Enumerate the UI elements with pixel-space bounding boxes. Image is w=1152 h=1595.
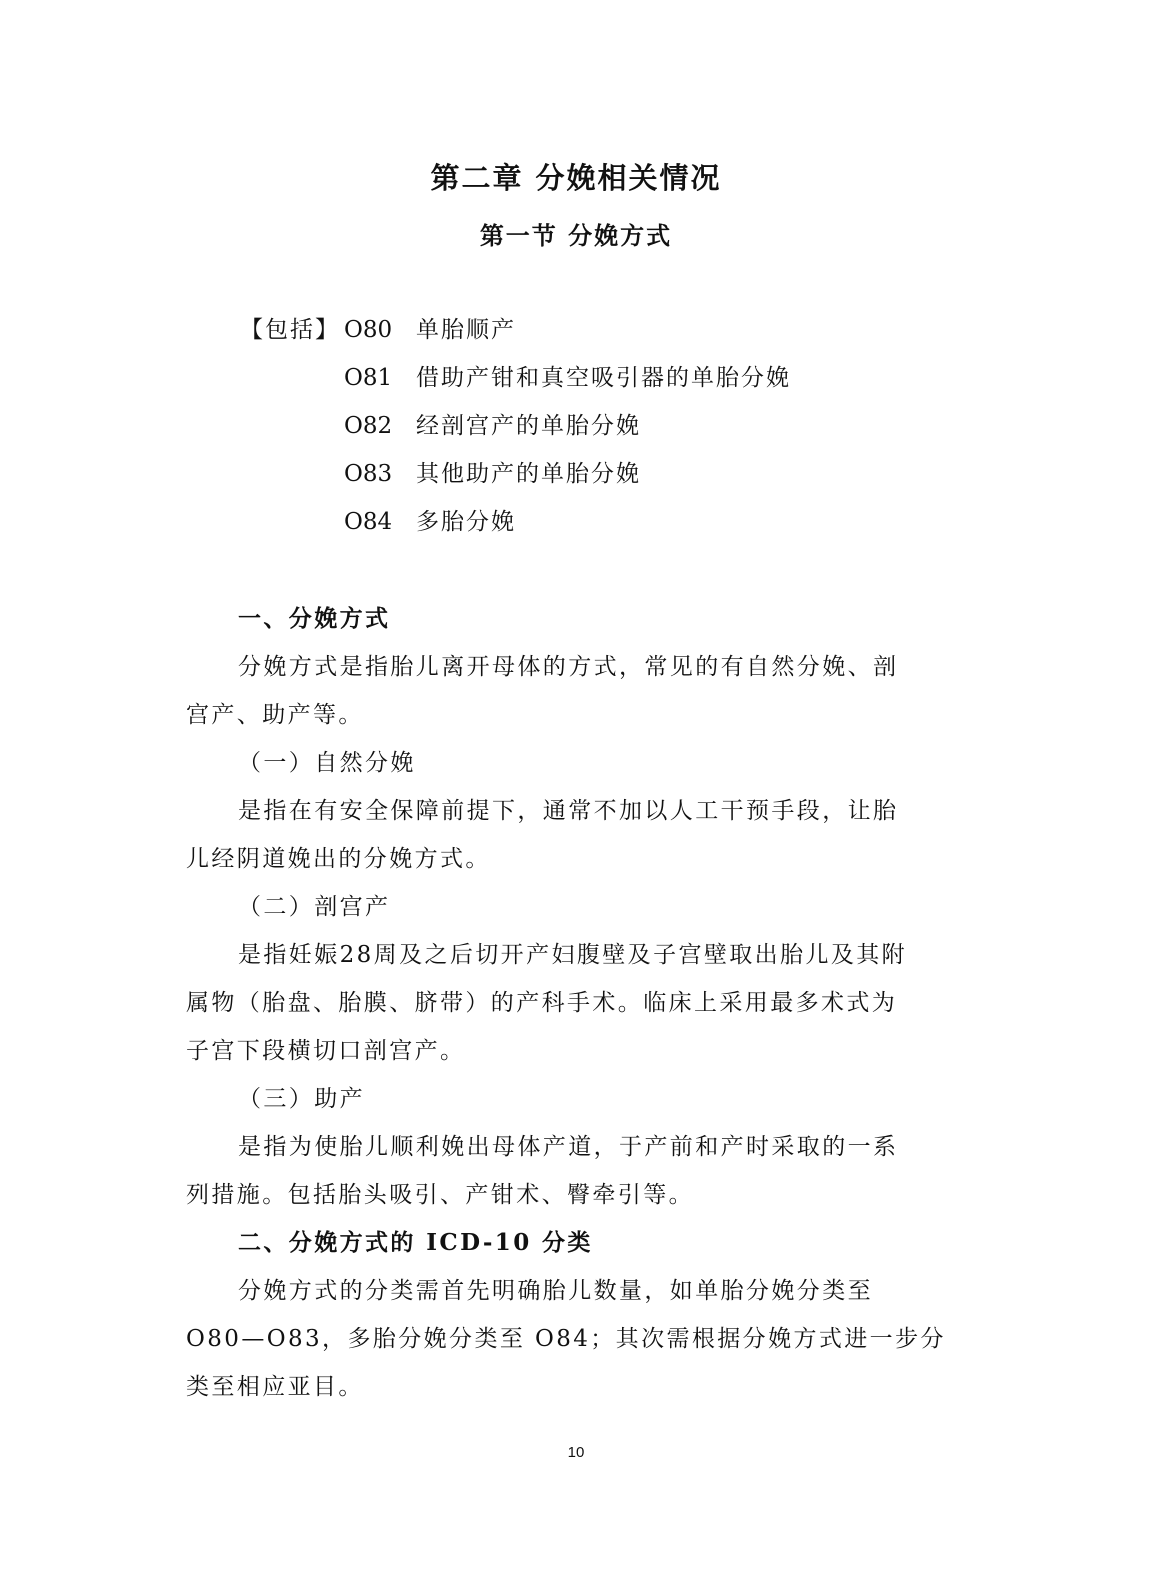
includes-prefix: 【包括】 — [240, 317, 340, 343]
body-text — [186, 597, 946, 1413]
paragraph-line: 分娩方式的分类需首先明确胎儿数量，如单胎分娩分类至 — [238, 1278, 873, 1304]
include-code: O81 — [344, 365, 393, 391]
include-desc: 经剖宫产的单胎分娩 — [416, 413, 641, 439]
subheading-assisted-delivery: （三）助产 — [238, 1086, 365, 1112]
include-desc: 多胎分娩 — [416, 509, 516, 535]
include-item — [240, 406, 940, 454]
subheading-cesarean: （二）剖宫产 — [238, 894, 391, 920]
paragraph-line: 类至相应亚目。 — [186, 1374, 364, 1400]
include-code: O82 — [344, 413, 393, 439]
paragraph-line: 列措施。包括胎头吸引、产钳术、臀牵引等。 — [186, 1182, 694, 1208]
paragraph-line: 属物（胎盘、胎膜、脐带）的产科手术。临床上采用最多术式为 — [186, 990, 898, 1016]
paragraph-line: 是指妊娠28周及之后切开产妇腹壁及子宫壁取出胎儿及其附 — [238, 942, 908, 968]
include-item — [240, 310, 940, 358]
include-code: O84 — [344, 509, 393, 535]
heading-delivery-methods: 一、分娩方式 — [238, 605, 391, 632]
includes-list — [240, 310, 940, 550]
include-item — [240, 454, 940, 502]
section-title: 第一节 分娩方式 — [479, 221, 673, 250]
paragraph-line: 是指在有安全保障前提下，通常不加以人工干预手段，让胎 — [238, 798, 899, 824]
include-item — [240, 358, 940, 406]
include-desc: 其他助产的单胎分娩 — [416, 461, 641, 487]
include-desc: 单胎顺产 — [416, 317, 516, 343]
paragraph-line: 宫产、助产等。 — [186, 702, 364, 728]
paragraph-line: 子宫下段横切口剖宫产。 — [186, 1038, 466, 1064]
paragraph-line: O80—O83，多胎分娩分类至 O84；其次需根据分娩方式进一步分 — [186, 1326, 946, 1352]
include-item — [240, 502, 940, 550]
paragraph-line: 分娩方式是指胎儿离开母体的方式，常见的有自然分娩、剖 — [238, 654, 899, 680]
paragraph-line: 是指为使胎儿顺利娩出母体产道，于产前和产时采取的一系 — [238, 1134, 899, 1160]
include-code: O80 — [344, 317, 393, 343]
heading-icd10-classification: 二、分娩方式的 ICD-10 分类 — [238, 1229, 593, 1256]
chapter-title: 第二章 分娩相关情况 — [430, 161, 722, 195]
include-desc: 借助产钳和真空吸引器的单胎分娩 — [416, 365, 791, 391]
page-number: 10 — [567, 1444, 585, 1461]
include-code: O83 — [344, 461, 393, 487]
subheading-natural-delivery: （一）自然分娩 — [238, 750, 416, 776]
paragraph-line: 儿经阴道娩出的分娩方式。 — [186, 846, 491, 872]
